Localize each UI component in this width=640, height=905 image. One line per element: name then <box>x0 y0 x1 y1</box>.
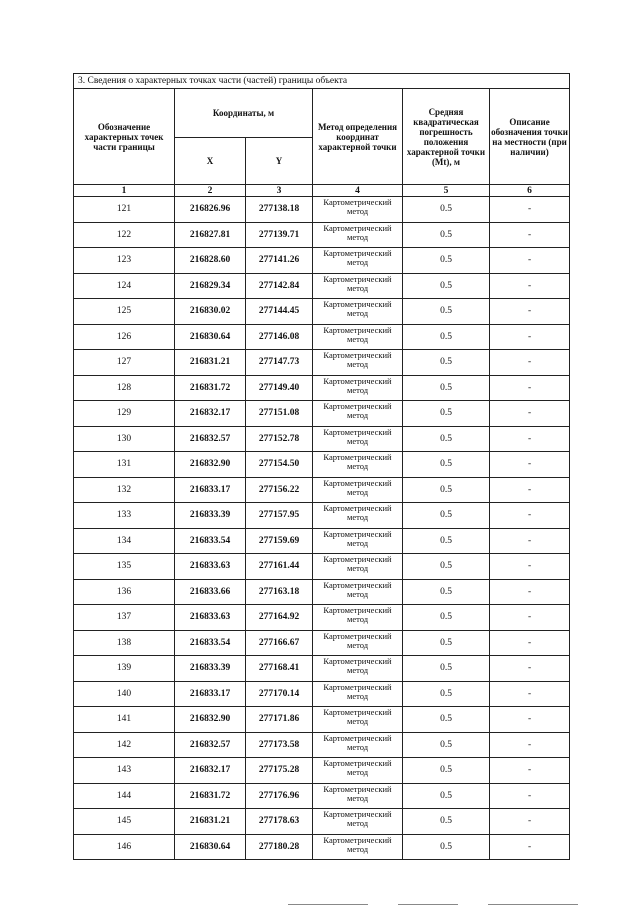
cell-x: 216832.57 <box>175 732 246 758</box>
cell-description: - <box>490 401 570 427</box>
cell-x: 216830.64 <box>175 834 246 860</box>
cell-y: 277156.22 <box>246 477 313 503</box>
table-caption: 3. Сведения о характерных точках части (частей) границы объекта <box>74 74 570 89</box>
table-row <box>74 656 570 682</box>
table-row <box>74 579 570 605</box>
cell-description: - <box>490 248 570 274</box>
table-row <box>74 809 570 835</box>
cell-accuracy: 0.5 <box>403 809 490 835</box>
cell-point-number: 134 <box>74 528 175 554</box>
cell-x: 216833.17 <box>175 477 246 503</box>
cell-description: - <box>490 222 570 248</box>
cell-x: 216830.64 <box>175 324 246 350</box>
table-row <box>74 426 570 452</box>
cell-x: 216831.72 <box>175 783 246 809</box>
cell-description: - <box>490 630 570 656</box>
cell-x: 216832.90 <box>175 707 246 733</box>
cell-y: 277141.26 <box>246 248 313 274</box>
cell-accuracy: 0.5 <box>403 758 490 784</box>
table-row <box>74 401 570 427</box>
table-row <box>74 758 570 784</box>
cell-accuracy: 0.5 <box>403 783 490 809</box>
cell-y: 277175.28 <box>246 758 313 784</box>
cell-description: - <box>490 783 570 809</box>
cell-y: 277170.14 <box>246 681 313 707</box>
cell-point-number: 139 <box>74 656 175 682</box>
column-number: 3 <box>246 185 313 197</box>
table-row <box>74 732 570 758</box>
cell-x: 216830.02 <box>175 299 246 325</box>
cell-method: Картометрический метод <box>313 197 403 223</box>
cell-accuracy: 0.5 <box>403 503 490 529</box>
cell-y: 277163.18 <box>246 579 313 605</box>
cell-accuracy: 0.5 <box>403 324 490 350</box>
table-row <box>74 350 570 376</box>
cell-point-number: 144 <box>74 783 175 809</box>
table-row <box>74 273 570 299</box>
table-row <box>74 452 570 478</box>
cell-accuracy: 0.5 <box>403 477 490 503</box>
cell-method: Картометрический метод <box>313 809 403 835</box>
cell-point-number: 130 <box>74 426 175 452</box>
cell-x: 216831.72 <box>175 375 246 401</box>
cell-y: 277159.69 <box>246 528 313 554</box>
cell-x: 216829.34 <box>175 273 246 299</box>
cell-description: - <box>490 528 570 554</box>
table-row <box>74 605 570 631</box>
cell-x: 216828.60 <box>175 248 246 274</box>
column-number: 2 <box>175 185 246 197</box>
cell-accuracy: 0.5 <box>403 707 490 733</box>
boundary-points-table <box>73 73 570 860</box>
cell-accuracy: 0.5 <box>403 222 490 248</box>
cell-method: Картометрический метод <box>313 554 403 580</box>
cell-point-number: 125 <box>74 299 175 325</box>
cell-method: Картометрический метод <box>313 401 403 427</box>
cell-description: - <box>490 452 570 478</box>
cell-description: - <box>490 197 570 223</box>
cell-point-number: 137 <box>74 605 175 631</box>
cell-point-number: 132 <box>74 477 175 503</box>
column-number: 4 <box>313 185 403 197</box>
cell-point-number: 126 <box>74 324 175 350</box>
cell-description: - <box>490 681 570 707</box>
cell-y: 277180.28 <box>246 834 313 860</box>
cell-x: 216832.90 <box>175 452 246 478</box>
table-row <box>74 324 570 350</box>
cell-accuracy: 0.5 <box>403 401 490 427</box>
cell-x: 216832.17 <box>175 758 246 784</box>
cell-accuracy: 0.5 <box>403 630 490 656</box>
cell-y: 277157.95 <box>246 503 313 529</box>
cell-method: Картометрический метод <box>313 579 403 605</box>
header-accuracy: Средняя квадратическая погрешность положения характерной точки (Mt), м <box>403 89 490 185</box>
cell-description: - <box>490 273 570 299</box>
table-row <box>74 783 570 809</box>
table-row <box>74 222 570 248</box>
cell-y: 277147.73 <box>246 350 313 376</box>
cell-point-number: 143 <box>74 758 175 784</box>
cell-point-number: 123 <box>74 248 175 274</box>
cell-description: - <box>490 426 570 452</box>
cell-x: 216833.17 <box>175 681 246 707</box>
cell-x: 216833.39 <box>175 656 246 682</box>
cell-method: Картометрический метод <box>313 350 403 376</box>
cell-point-number: 131 <box>74 452 175 478</box>
cell-x: 216833.54 <box>175 630 246 656</box>
cell-description: - <box>490 579 570 605</box>
cell-description: - <box>490 503 570 529</box>
cell-accuracy: 0.5 <box>403 248 490 274</box>
cell-method: Картометрический метод <box>313 656 403 682</box>
cell-method: Картометрический метод <box>313 273 403 299</box>
cell-y: 277166.67 <box>246 630 313 656</box>
header-point: Обозначение характерных точек части границы <box>74 89 175 185</box>
cell-accuracy: 0.5 <box>403 681 490 707</box>
cell-point-number: 145 <box>74 809 175 835</box>
cell-description: - <box>490 758 570 784</box>
cell-method: Картометрический метод <box>313 375 403 401</box>
cell-point-number: 136 <box>74 579 175 605</box>
cell-y: 277154.50 <box>246 452 313 478</box>
table-row <box>74 477 570 503</box>
table-row <box>74 630 570 656</box>
cell-x: 216826.96 <box>175 197 246 223</box>
cell-point-number: 122 <box>74 222 175 248</box>
cell-y: 277144.45 <box>246 299 313 325</box>
cell-accuracy: 0.5 <box>403 426 490 452</box>
header-x: X <box>175 138 246 185</box>
cell-description: - <box>490 299 570 325</box>
cell-description: - <box>490 350 570 376</box>
column-number: 5 <box>403 185 490 197</box>
cell-x: 216833.39 <box>175 503 246 529</box>
document-sheet <box>73 73 569 860</box>
cell-method: Картометрический метод <box>313 707 403 733</box>
cell-point-number: 129 <box>74 401 175 427</box>
cell-x: 216833.54 <box>175 528 246 554</box>
cell-point-number: 138 <box>74 630 175 656</box>
table-row <box>74 197 570 223</box>
column-number-row <box>74 185 570 197</box>
cell-y: 277176.96 <box>246 783 313 809</box>
header-method: Метод определения координат характерной точки <box>313 89 403 185</box>
cell-method: Картометрический метод <box>313 834 403 860</box>
cell-point-number: 128 <box>74 375 175 401</box>
cell-method: Картометрический метод <box>313 452 403 478</box>
cell-y: 277164.92 <box>246 605 313 631</box>
header-coordinates: Координаты, м <box>175 89 313 138</box>
table-head <box>74 74 570 197</box>
cell-method: Картометрический метод <box>313 503 403 529</box>
cell-x: 216831.21 <box>175 350 246 376</box>
cell-method: Картометрический метод <box>313 681 403 707</box>
cell-x: 216827.81 <box>175 222 246 248</box>
table-row <box>74 299 570 325</box>
cell-x: 216833.63 <box>175 605 246 631</box>
header-description: Описание обозначения точки на местности (при наличии) <box>490 89 570 185</box>
table-row <box>74 503 570 529</box>
cell-description: - <box>490 324 570 350</box>
cell-point-number: 121 <box>74 197 175 223</box>
cell-y: 277178.63 <box>246 809 313 835</box>
cell-x: 216833.63 <box>175 554 246 580</box>
cell-y: 277149.40 <box>246 375 313 401</box>
cell-y: 277173.58 <box>246 732 313 758</box>
cell-description: - <box>490 834 570 860</box>
cell-method: Картометрический метод <box>313 630 403 656</box>
column-number: 6 <box>490 185 570 197</box>
cell-method: Картометрический метод <box>313 732 403 758</box>
cell-method: Картометрический метод <box>313 605 403 631</box>
cell-method: Картометрический метод <box>313 222 403 248</box>
cell-method: Картометрический метод <box>313 528 403 554</box>
cell-point-number: 141 <box>74 707 175 733</box>
cell-y: 277138.18 <box>246 197 313 223</box>
cell-description: - <box>490 605 570 631</box>
cell-y: 277146.08 <box>246 324 313 350</box>
cell-method: Картометрический метод <box>313 426 403 452</box>
table-row <box>74 681 570 707</box>
cell-point-number: 133 <box>74 503 175 529</box>
cell-description: - <box>490 375 570 401</box>
table-row <box>74 375 570 401</box>
cell-description: - <box>490 656 570 682</box>
cell-y: 277168.41 <box>246 656 313 682</box>
cell-method: Картометрический метод <box>313 783 403 809</box>
cell-point-number: 124 <box>74 273 175 299</box>
cell-accuracy: 0.5 <box>403 528 490 554</box>
cell-description: - <box>490 477 570 503</box>
table-row <box>74 707 570 733</box>
cell-point-number: 142 <box>74 732 175 758</box>
cell-point-number: 135 <box>74 554 175 580</box>
cell-point-number: 140 <box>74 681 175 707</box>
cell-y: 277142.84 <box>246 273 313 299</box>
cell-accuracy: 0.5 <box>403 299 490 325</box>
cell-x: 216833.66 <box>175 579 246 605</box>
cell-method: Картометрический метод <box>313 248 403 274</box>
cell-accuracy: 0.5 <box>403 375 490 401</box>
cell-accuracy: 0.5 <box>403 197 490 223</box>
table-row <box>74 554 570 580</box>
cell-accuracy: 0.5 <box>403 579 490 605</box>
table-row <box>74 834 570 860</box>
table-body <box>74 197 570 860</box>
cell-description: - <box>490 809 570 835</box>
header-y: Y <box>246 138 313 185</box>
cell-x: 216831.21 <box>175 809 246 835</box>
cell-x: 216832.57 <box>175 426 246 452</box>
cell-accuracy: 0.5 <box>403 273 490 299</box>
cell-description: - <box>490 707 570 733</box>
cell-y: 277151.08 <box>246 401 313 427</box>
cell-method: Картометрический метод <box>313 324 403 350</box>
table-row <box>74 528 570 554</box>
cell-accuracy: 0.5 <box>403 554 490 580</box>
cell-method: Картометрический метод <box>313 477 403 503</box>
cell-x: 216832.17 <box>175 401 246 427</box>
cell-accuracy: 0.5 <box>403 605 490 631</box>
cell-accuracy: 0.5 <box>403 732 490 758</box>
cell-method: Картометрический метод <box>313 299 403 325</box>
cell-y: 277171.86 <box>246 707 313 733</box>
cell-y: 277152.78 <box>246 426 313 452</box>
cell-point-number: 127 <box>74 350 175 376</box>
table-row <box>74 248 570 274</box>
cell-y: 277139.71 <box>246 222 313 248</box>
cell-description: - <box>490 732 570 758</box>
cell-accuracy: 0.5 <box>403 350 490 376</box>
cell-y: 277161.44 <box>246 554 313 580</box>
cell-accuracy: 0.5 <box>403 834 490 860</box>
cell-point-number: 146 <box>74 834 175 860</box>
cell-description: - <box>490 554 570 580</box>
column-number: 1 <box>74 185 175 197</box>
cell-accuracy: 0.5 <box>403 452 490 478</box>
cell-accuracy: 0.5 <box>403 656 490 682</box>
cell-method: Картометрический метод <box>313 758 403 784</box>
